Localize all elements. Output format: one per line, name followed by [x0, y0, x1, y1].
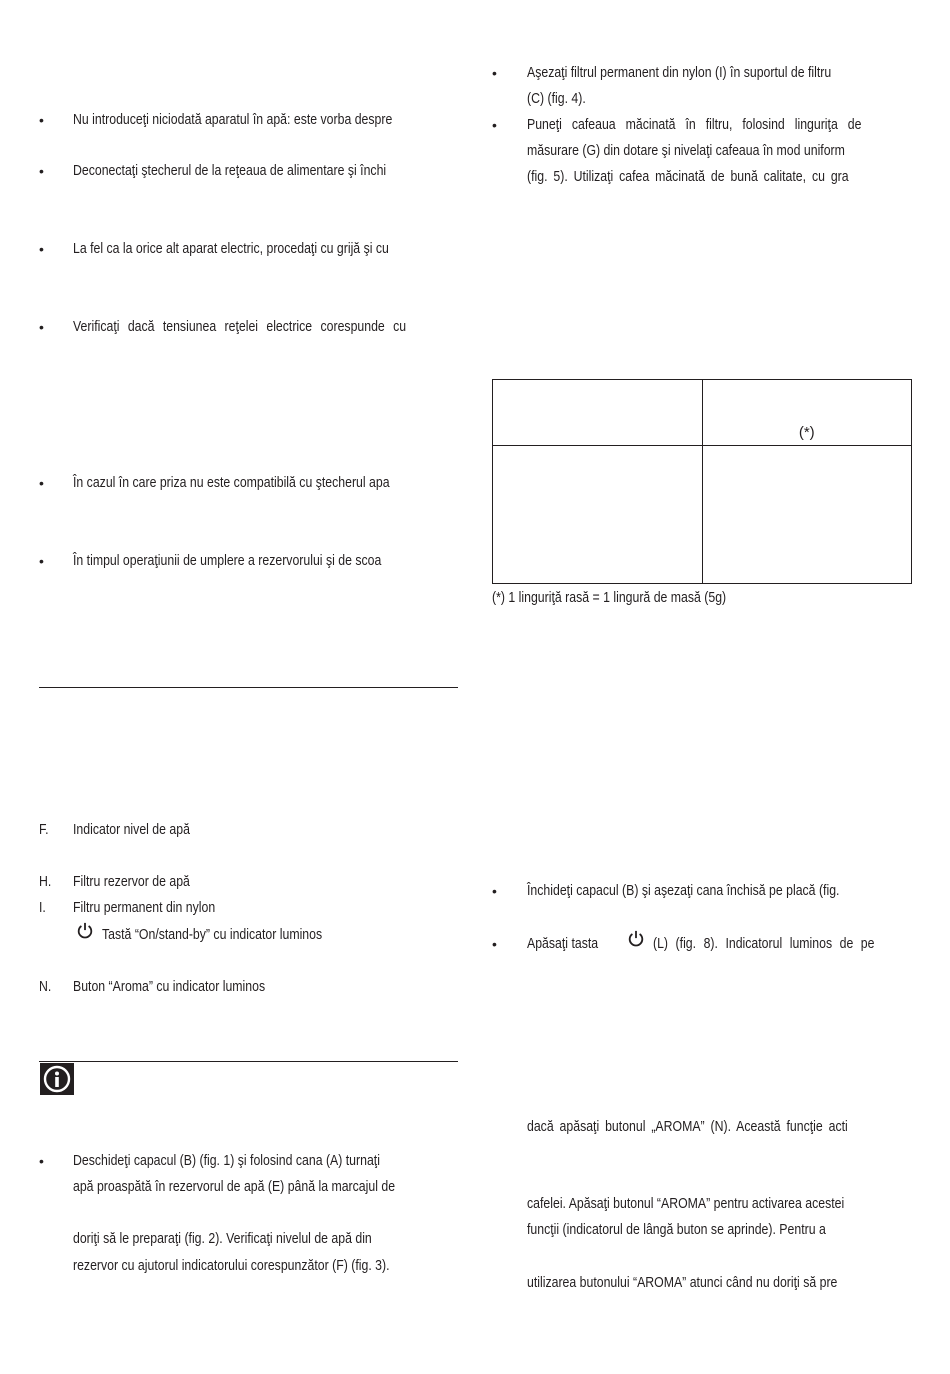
fill-line-3: doriţi să le preparaţi (fig. 2). Verificaţi nivelul de apă din: [73, 1230, 372, 1247]
section-divider: [39, 1061, 458, 1062]
part-marker-f: F.: [39, 821, 49, 838]
bullet-dot: •: [39, 319, 44, 335]
safety-bullet-1: Nu introduceţi niciodată aparatul în apă: este vorba despre: [73, 111, 393, 128]
safety-bullet-2: Deconectaţi ştecherul de la reţeaua de alimentare şi închi: [73, 162, 387, 179]
safety-bullet-4: Verificaţi dacă tensiunea reţelei electrice corespunde cu: [73, 318, 407, 335]
bullet-dot: •: [492, 65, 497, 81]
aroma-line-4: utilizarea butonului “AROMA” atunci când nu doriţi să pre: [527, 1274, 838, 1291]
bullet-dot: •: [39, 475, 44, 491]
filter-line-3: Puneţi cafeaua măcinată în filtru, folosind linguriţa de: [527, 116, 862, 133]
table-header-note: (*): [798, 424, 815, 441]
filter-line-5: (fig. 5). Utilizaţi cafea măcinată de bună calitate, cu gra: [527, 168, 849, 185]
filter-line-4: măsurare (G) din dotare şi nivelaţi cafeaua în mod uniform: [527, 142, 845, 159]
bullet-dot: •: [39, 241, 44, 257]
table-cell: [493, 446, 703, 584]
fill-line-2: apă proaspătă în rezervorul de apă (E) până la marcajul de: [73, 1178, 396, 1195]
power-icon: [76, 922, 94, 941]
bullet-dot: •: [39, 1153, 44, 1169]
part-marker-n: N.: [39, 978, 52, 995]
table-header-left: [493, 380, 703, 446]
part-text-l: Tastă “On/stand-by” cu indicator luminos: [102, 926, 323, 943]
table-header-right: [702, 380, 912, 446]
brew-line-1: Închideţi capacul (B) şi aşezaţi cana închisă pe placă (fig.: [527, 882, 840, 899]
part-marker-h: H.: [39, 873, 52, 890]
part-text-f: Indicator nivel de apă: [73, 821, 190, 838]
bullet-dot: •: [492, 936, 497, 952]
brew-line-2: Apăsaţi tasta: [527, 935, 599, 952]
part-text-i: Filtru permanent din nylon: [73, 899, 216, 916]
brew-line-3: (L) (fig. 8). Indicatorul luminos de pe: [653, 935, 875, 952]
aroma-line-1: dacă apăsaţi butonul „AROMA” (N). Această funcţie acti: [527, 1118, 848, 1135]
aroma-line-3: funcţii (indicatorul de lângă buton se aprinde). Pentru a: [527, 1221, 826, 1238]
safety-bullet-5: În cazul în care priza nu este compatibilă cu ştecherul apa: [73, 474, 390, 491]
fill-line-1: Deschideţi capacul (B) (fig. 1) şi folosind cana (A) turnaţi: [73, 1152, 380, 1169]
info-icon: [40, 1063, 74, 1095]
filter-line-1: Aşezaţi filtrul permanent din nylon (I) în suportul de filtru: [527, 64, 832, 81]
section-divider: [39, 687, 458, 688]
aroma-line-2: cafelei. Apăsaţi butonul “AROMA” pentru activarea acestei: [527, 1195, 845, 1212]
table-cell: [702, 446, 912, 584]
bullet-dot: •: [39, 112, 44, 128]
safety-bullet-3: La fel ca la orice alt aparat electric, procedaţi cu grijă şi cu: [73, 240, 389, 257]
part-marker-i: I.: [39, 899, 46, 916]
part-text-n: Buton “Aroma” cu indicator luminos: [73, 978, 266, 995]
safety-bullet-6: În timpul operaţiunii de umplere a rezervorului şi de scoa: [73, 552, 382, 569]
filter-line-2: (C) (fig. 4).: [527, 90, 586, 107]
table-footnote: (*) 1 linguriţă rasă = 1 lingură de masă (5g): [492, 589, 727, 606]
part-text-h: Filtru rezervor de apă: [73, 873, 190, 890]
coffee-dose-table: [492, 379, 912, 584]
bullet-dot: •: [492, 117, 497, 133]
bullet-dot: •: [492, 883, 497, 899]
bullet-dot: •: [39, 163, 44, 179]
bullet-dot: •: [39, 553, 44, 569]
power-icon: [627, 930, 645, 949]
fill-line-4: rezervor cu ajutorul indicatorului corespunzător (F) (fig. 3).: [73, 1257, 390, 1274]
